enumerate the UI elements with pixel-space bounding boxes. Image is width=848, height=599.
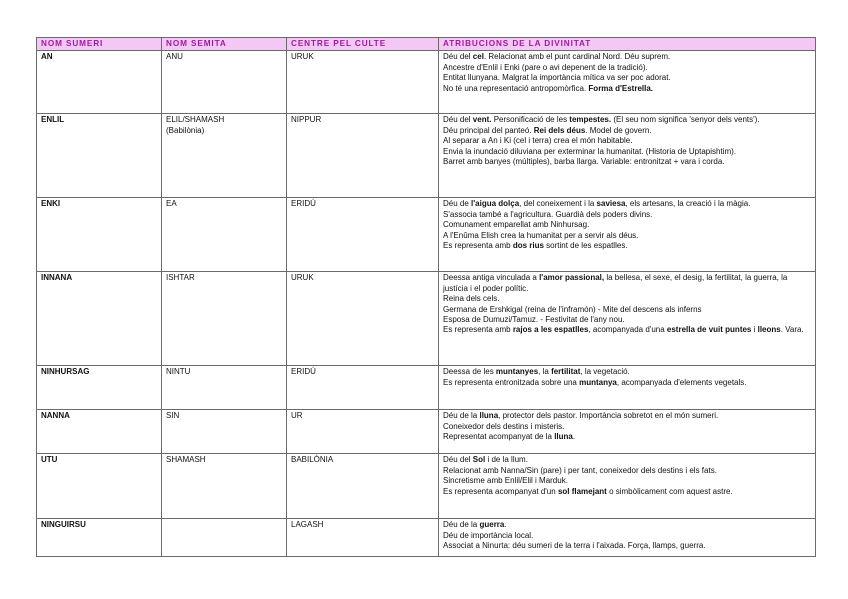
attribute-line	[443, 52, 811, 62]
cell-nom-semita	[162, 519, 287, 557]
attribute-text: Es representa acompanyat d'un	[443, 486, 558, 496]
cell-atribucions	[439, 519, 816, 557]
cell-nom-sumeri: AN	[37, 51, 162, 114]
emphasis-text: sol flamejant	[557, 486, 607, 496]
cell-nom-sumeri: NANNA	[37, 410, 162, 454]
attribute-line	[443, 115, 811, 125]
attribute-line	[443, 199, 811, 209]
emphasis-text: estrella de vuit puntes	[666, 325, 752, 335]
emphasis-text: muntanya	[579, 377, 617, 387]
attribute-text: . Vara.	[780, 325, 804, 335]
attribute-text: Es representa entronitzada sobre una	[443, 377, 580, 387]
attribute-text: . Model de govern.	[585, 125, 652, 135]
attribute-text: Al separar a An i Ki (cel i terra) crea el món habitable.	[443, 136, 633, 146]
cell-nom-sumeri: NINHURSAG	[37, 366, 162, 410]
attribute-text: No té una representació antropomòrfica.	[443, 83, 589, 93]
attribute-text: .	[572, 432, 576, 442]
cell-nom-semita	[162, 410, 287, 454]
emphasis-text: tempestes.	[569, 115, 612, 125]
attribute-text: Coneixedor dels destins i misteris.	[443, 421, 565, 431]
attribute-text: Ancestre d'Enlil i Enki (pare o avi depenent de la tradició).	[443, 62, 648, 72]
attribute-text: A l'Enûma Elish crea la humanitat per a servir als déus.	[443, 230, 639, 240]
cell-atribucions	[439, 51, 816, 114]
table-row	[37, 366, 816, 410]
attribute-text: S'associa també a l'agricultura. Guardià dels poders divins.	[443, 209, 653, 219]
emphasis-text: saviesa	[596, 199, 626, 209]
cell-atribucions	[439, 366, 816, 410]
cell-atribucions	[439, 272, 816, 366]
attribute-text: Entitat llunyana. Malgrat la importància mítica va ser poc adorat.	[443, 73, 671, 83]
attribute-line	[443, 325, 811, 335]
emphasis-text: l'amor passional,	[539, 273, 605, 283]
emphasis-text: Forma d'Estrella.	[588, 83, 654, 93]
attribute-line	[443, 305, 811, 315]
cell-nom-sumeri: UTU	[37, 454, 162, 519]
attribute-text: Déu del	[443, 455, 473, 465]
cell-nom-semita	[162, 198, 287, 272]
emphasis-text: lluna	[554, 432, 573, 442]
attribute-text: Déu de la	[443, 520, 480, 530]
cell-nom-sumeri: NINGUIRSU	[37, 519, 162, 557]
attribute-text: , els artesans, la creació i la màgia.	[625, 199, 751, 209]
cell-atribucions	[439, 454, 816, 519]
table-row	[37, 51, 816, 114]
cell-nom-semita	[162, 272, 287, 366]
attribute-line	[443, 315, 811, 325]
attribute-text: Envia la inundació diluviana per exterminar la humanitat. (Historia de Uptapishtim).	[443, 146, 737, 156]
attribute-text: Déu principal del panteó.	[443, 125, 534, 135]
attribute-line	[443, 476, 811, 486]
attribute-text: sortint de les espatlles.	[543, 241, 628, 251]
attribute-text: Esposa de Dumuzi/Tamuz. - Festivitat de l'any nou.	[443, 315, 625, 325]
attribute-line	[443, 294, 811, 304]
attribute-line	[443, 63, 811, 73]
cell-nom-sumeri: INNANA	[37, 272, 162, 366]
attribute-text: Relacionat amb Nanna/Sin (pare) i per tant, coneixedor dels destins i els fats.	[443, 465, 717, 475]
attribute-text: , la	[538, 367, 552, 377]
attribute-text: la bellesa, el sexe, el desig, la fertilitat, la guerra, la justícia i el poder polític.	[443, 273, 788, 293]
attribute-text: Deessa antiga vinculada a	[443, 273, 540, 283]
semita-line: EA	[166, 199, 177, 209]
cell-nom-semita	[162, 454, 287, 519]
table-row	[37, 198, 816, 272]
semita-line: SHAMASH	[166, 455, 206, 465]
attribute-text: Representat acompanyat de la	[443, 432, 555, 442]
cell-centre-culte: ERIDÚ	[287, 366, 439, 410]
attribute-text: i	[751, 325, 758, 335]
attribute-line	[443, 210, 811, 220]
table-row	[37, 454, 816, 519]
cell-nom-sumeri: ENKI	[37, 198, 162, 272]
table-row	[37, 114, 816, 198]
emphasis-text: guerra	[479, 520, 505, 530]
attribute-line	[443, 422, 811, 432]
cell-nom-sumeri: ENLIL	[37, 114, 162, 198]
attribute-text: , acompanyada d'elements vegetals.	[616, 377, 747, 387]
cell-centre-culte: URUK	[287, 51, 439, 114]
attribute-text: i de la llum.	[485, 455, 528, 465]
table-row	[37, 519, 816, 557]
emphasis-text: vent.	[472, 115, 492, 125]
attribute-line	[443, 157, 811, 167]
semita-line: ANU	[166, 52, 183, 62]
attribute-line	[443, 432, 811, 442]
attribute-text: Reina dels cels.	[443, 294, 500, 304]
attribute-text: Personificació de les	[491, 115, 570, 125]
cell-centre-culte: URUK	[287, 272, 439, 366]
cell-nom-semita	[162, 114, 287, 198]
attribute-text: Déu del	[443, 115, 473, 125]
cell-nom-semita	[162, 51, 287, 114]
attribute-line	[443, 220, 811, 230]
attribute-text: Déu de	[443, 199, 472, 209]
emphasis-text: cel	[472, 52, 484, 62]
attribute-line	[443, 273, 811, 294]
attribute-text: Es representa amb	[443, 241, 513, 251]
cell-atribucions	[439, 198, 816, 272]
emphasis-text: fertilitat	[551, 367, 581, 377]
attribute-text: (El seu nom significa 'senyor dels vents').	[611, 115, 760, 125]
attribute-line	[443, 147, 811, 157]
cell-atribucions	[439, 410, 816, 454]
semita-line: ISHTAR	[166, 273, 195, 283]
attribute-line	[443, 126, 811, 136]
attribute-text: Germana de Ershkigal (reina de l'inframón) - Mite del descens als inferns	[443, 304, 702, 314]
attribute-text: Associat a Ninurta: déu sumeri de la terra i l'aixada. Força, llamps, guerra.	[443, 541, 706, 551]
emphasis-text: lleons	[757, 325, 781, 335]
divinities-table	[36, 37, 816, 557]
attribute-text: Déu del	[443, 52, 473, 62]
attribute-text: , la vegetació.	[580, 367, 630, 377]
attribute-text: Sincretisme amb Enlil/Elil i Marduk.	[443, 476, 568, 486]
cell-atribucions	[439, 114, 816, 198]
table-row	[37, 410, 816, 454]
emphasis-text: lluna	[479, 411, 499, 421]
header-centre-culte: CENTRE PEL CULTE	[287, 38, 439, 51]
cell-centre-culte: UR	[287, 410, 439, 454]
emphasis-text: Rei dels déus	[533, 125, 586, 135]
attribute-line	[443, 531, 811, 541]
cell-centre-culte: LAGASH	[287, 519, 439, 557]
attribute-line	[443, 455, 811, 465]
cell-centre-culte: NIPPUR	[287, 114, 439, 198]
table-header-row	[37, 38, 816, 51]
semita-line: (Babilònia)	[166, 125, 205, 135]
attribute-text: o simbòlicament com aquest astre.	[606, 486, 733, 496]
attribute-line	[443, 487, 811, 497]
emphasis-text: dos rius	[512, 241, 544, 251]
attribute-text: Deessa de les	[443, 367, 496, 377]
header-nom-sumeri: NOM SUMERI	[37, 38, 162, 51]
attribute-text: , acompanyada d'una	[588, 325, 667, 335]
table-body	[37, 51, 816, 557]
attribute-line	[443, 231, 811, 241]
attribute-text: Déu de importància local.	[443, 530, 534, 540]
attribute-text: . Relacionat amb el punt cardinal Nord. Déu suprem.	[483, 52, 671, 62]
emphasis-text: rajos a les espatlles	[512, 325, 589, 335]
emphasis-text: l'aigua dolça	[471, 199, 520, 209]
attribute-text: Es representa amb	[443, 325, 513, 335]
cell-centre-culte: ERIDÚ	[287, 198, 439, 272]
attribute-line	[443, 411, 811, 421]
header-atribucions: ATRIBUCIONS DE LA DIVINITAT	[439, 38, 816, 51]
semita-line: NINTU	[166, 367, 191, 377]
attribute-line	[443, 241, 811, 251]
attribute-line	[443, 73, 811, 83]
attribute-text: Déu de la	[443, 411, 480, 421]
emphasis-text: Sol	[472, 455, 486, 465]
attribute-text: Comunament emparellat amb Ninhursag.	[443, 220, 590, 230]
semita-line: SIN	[166, 411, 180, 421]
header-nom-semita: NOM SEMITA	[162, 38, 287, 51]
attribute-text: , protector dels pastor. Importància sobretot en el món sumeri.	[498, 411, 719, 421]
emphasis-text: muntanyes	[495, 367, 539, 377]
semita-line: ELIL/SHAMASH	[166, 115, 225, 125]
attribute-line	[443, 84, 811, 94]
cell-nom-semita	[162, 366, 287, 410]
attribute-line	[443, 520, 811, 530]
attribute-line	[443, 541, 811, 551]
attribute-text: , del coneixement i la	[519, 199, 597, 209]
attribute-text: Barret amb banyes (múltiples), barba llarga. Variable: entronitzat + vara i corda.	[443, 157, 725, 167]
attribute-text: .	[504, 520, 507, 530]
attribute-line	[443, 136, 811, 146]
table-row	[37, 272, 816, 366]
attribute-line	[443, 378, 811, 388]
attribute-line	[443, 367, 811, 377]
attribute-line	[443, 466, 811, 476]
cell-centre-culte: BABILÒNIA	[287, 454, 439, 519]
